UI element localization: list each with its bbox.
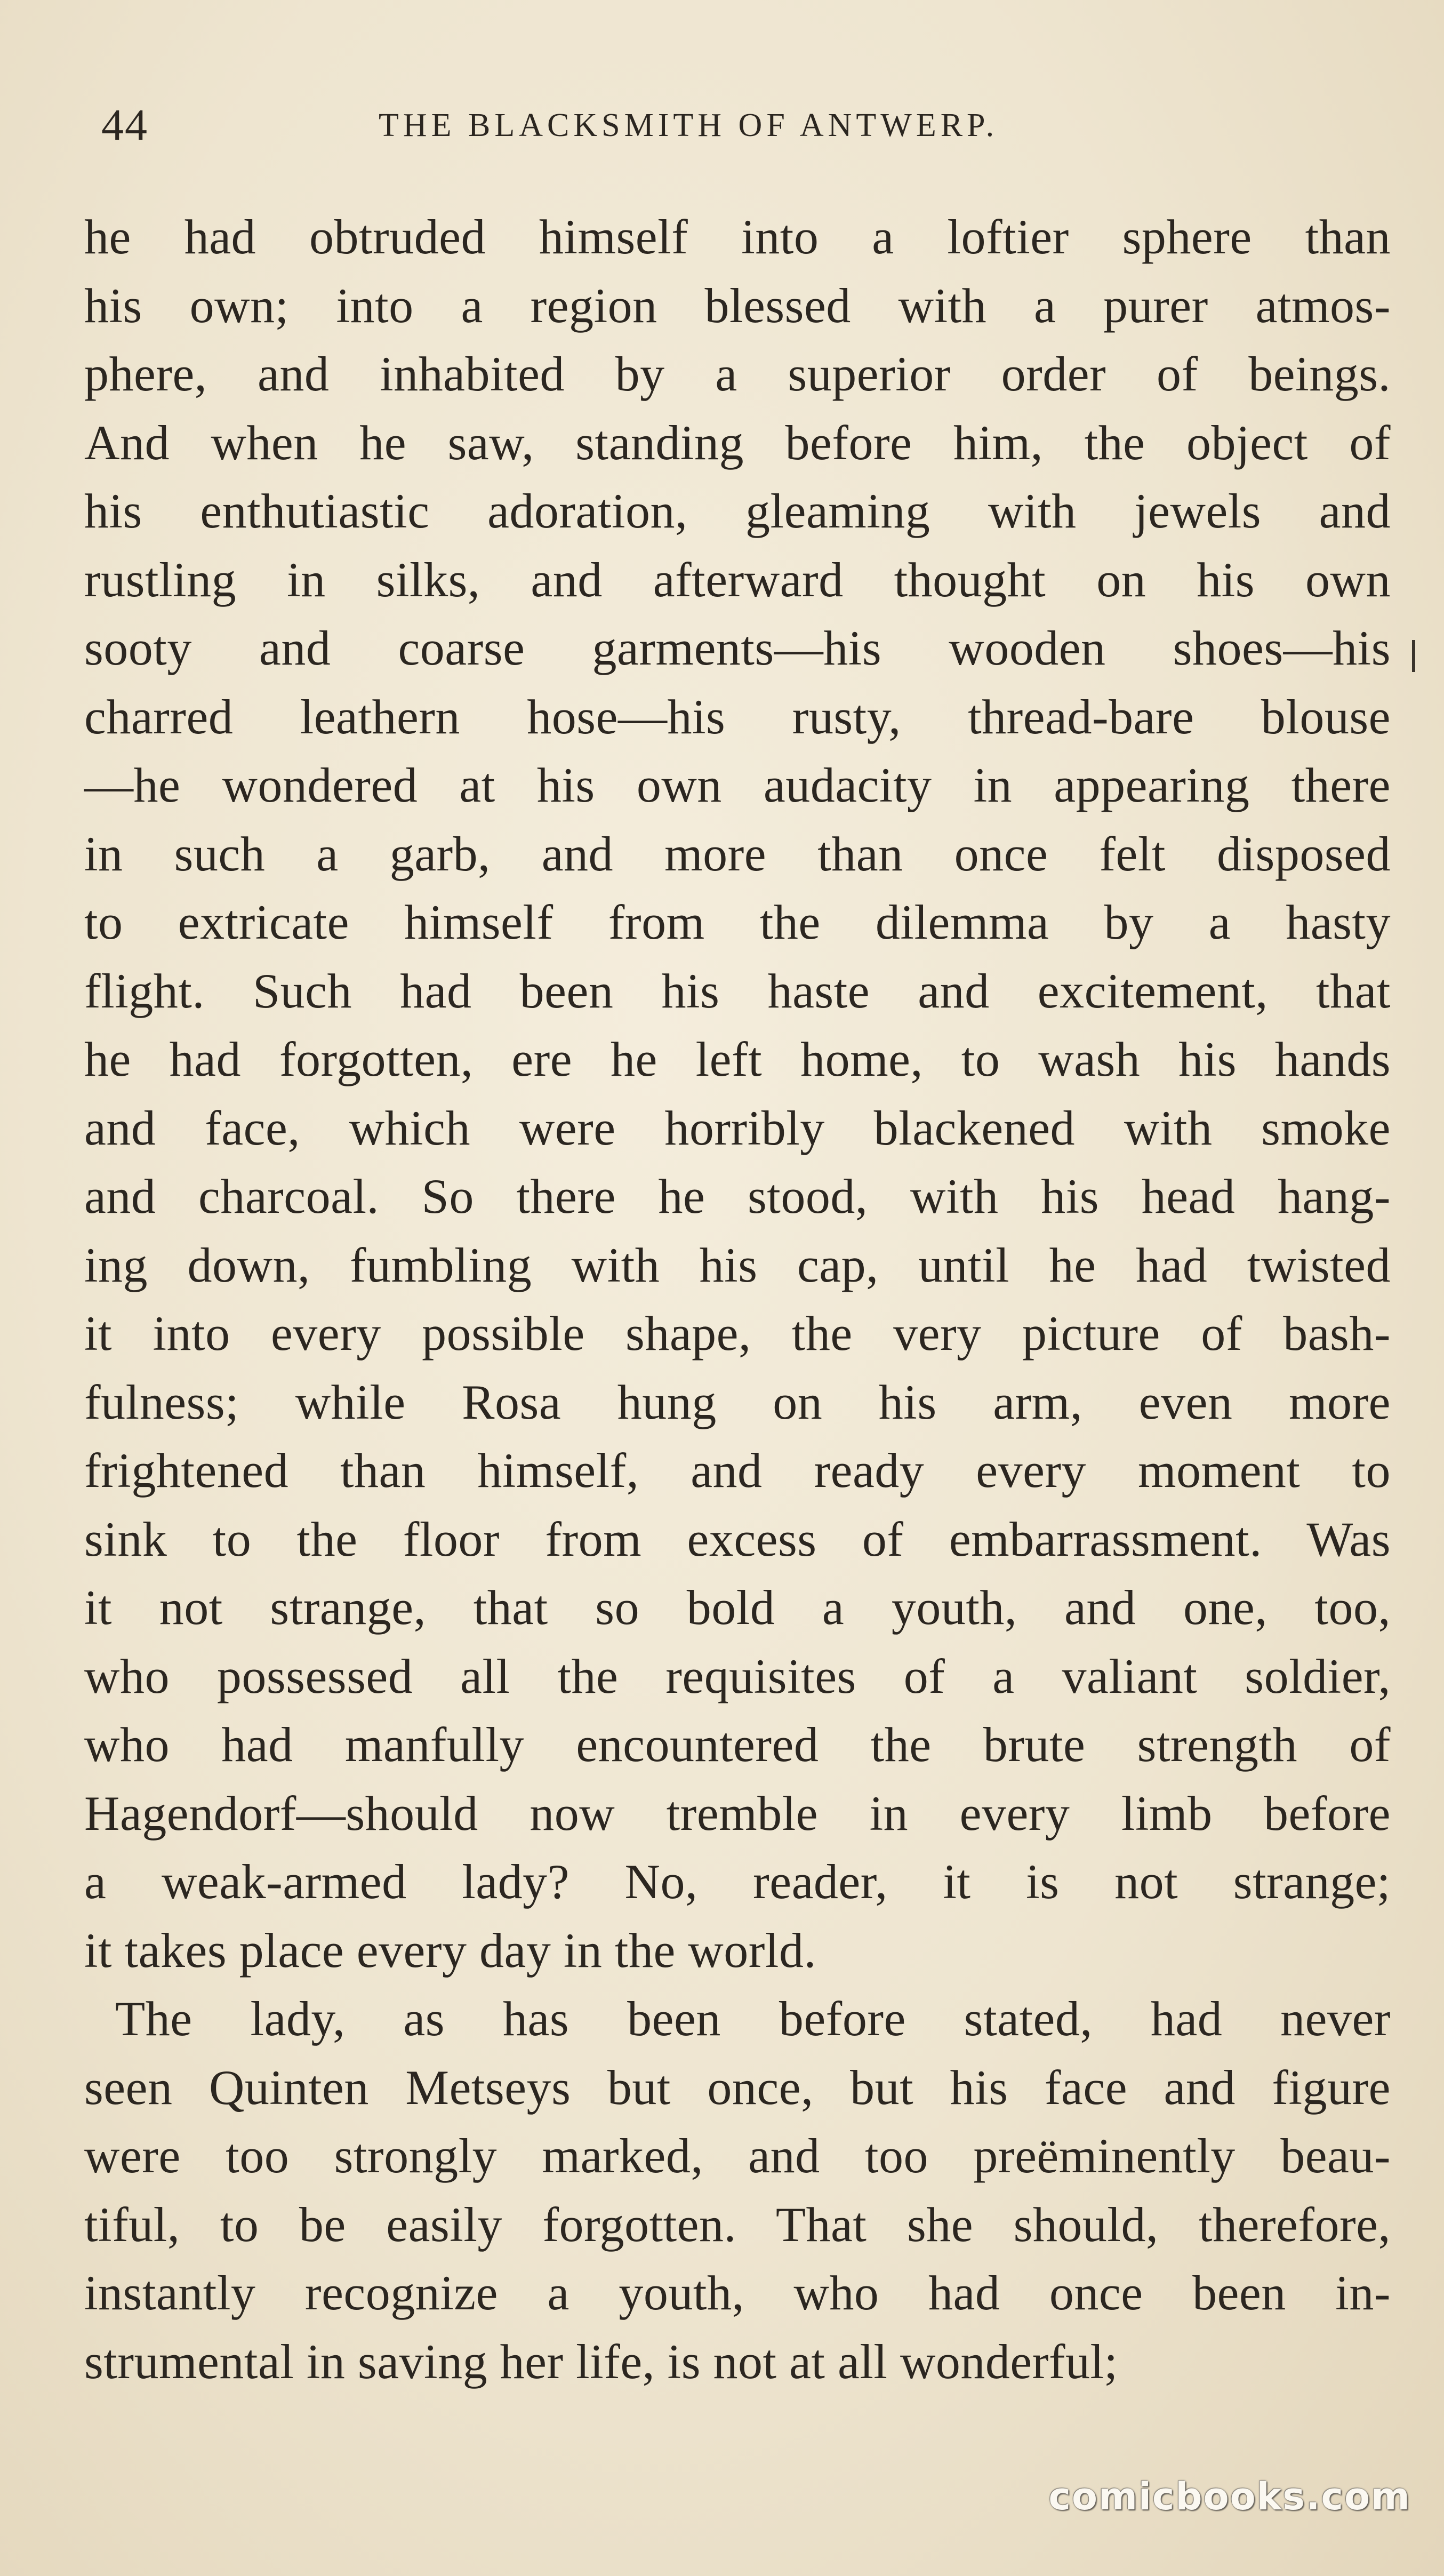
text-line: seen Quinten Metseys but once, but his face and figure [84,2060,1391,2115]
text-line: it into every possible shape, the very picture of bash- [84,1306,1391,1361]
text-line: it takes place every day in the world. [84,1923,816,1978]
text-line: instantly recognize a youth, who had once been in- [84,2266,1391,2320]
text-line: he had obtruded himself into a loftier sphere than [84,210,1391,264]
running-head [101,96,1381,155]
text-line: sooty and coarse garments—his wooden shoes—his [84,621,1391,675]
text-line: frightened than himself, and ready every moment to [84,1443,1391,1498]
text-line: his enthutiastic adoration, gleaming with jewels and [84,484,1391,538]
paragraph-2 [84,1985,1391,2396]
text-line: And when he saw, standing before him, the object of [84,415,1391,470]
watermark: comicbooks.com [1048,2475,1411,2518]
text-line: ing down, fumbling with his cap, until he had twisted [84,1237,1391,1292]
text-line: strumental in saving her life, is not at all wonderful; [84,2334,1118,2389]
text-line: phere, and inhabited by a superior order of beings. [84,347,1391,401]
text-line: in such a garb, and more than once felt disposed [84,826,1391,881]
running-title: THE BLACKSMITH OF ANTWERP. [379,107,999,143]
paragraph-1 [84,203,1391,1985]
text-line: his own; into a region blessed with a purer atmos- [84,278,1391,333]
body-text [84,203,1391,2396]
text-line: and face, which were horribly blackened with smoke [84,1100,1391,1155]
text-line: who had manfully encountered the brute strength of [84,1717,1391,1772]
text-line: who possessed all the requisites of a valiant soldier, [84,1649,1391,1703]
text-line: rustling in silks, and afterward thought on his own [84,552,1391,607]
text-line: were too strongly marked, and too preëminently beau- [84,2129,1391,2183]
text-line: fulness; while Rosa hung on his arm, even more [84,1374,1391,1429]
text-line: he had forgotten, ere he left home, to wash his hands [84,1032,1391,1086]
page-number: 44 [101,100,148,150]
text-line: Hagendorf—should now tremble in every limb before [84,1786,1391,1841]
text-line: it not strange, that so bold a youth, and one, too, [84,1580,1391,1635]
text-line: to extricate himself from the dilemma by a hasty [84,895,1391,949]
text-line: a weak-armed lady? No, reader, it is not strange; [84,1854,1391,1909]
text-line: flight. Such had been his haste and excitement, that [84,963,1391,1018]
text-line: tiful, to be easily forgotten. That she should, therefore, [84,2197,1391,2252]
margin-mark [1412,640,1415,672]
text-line: —he wondered at his own audacity in appearing there [84,758,1391,812]
text-line: The lady, as has been before stated, had never [115,1991,1391,2046]
text-line: sink to the floor from excess of embarrassment. Was [84,1511,1391,1566]
text-line: charred leathern hose—his rusty, thread-bare blouse [84,689,1391,744]
text-line: and charcoal. So there he stood, with his head hang- [84,1169,1391,1223]
